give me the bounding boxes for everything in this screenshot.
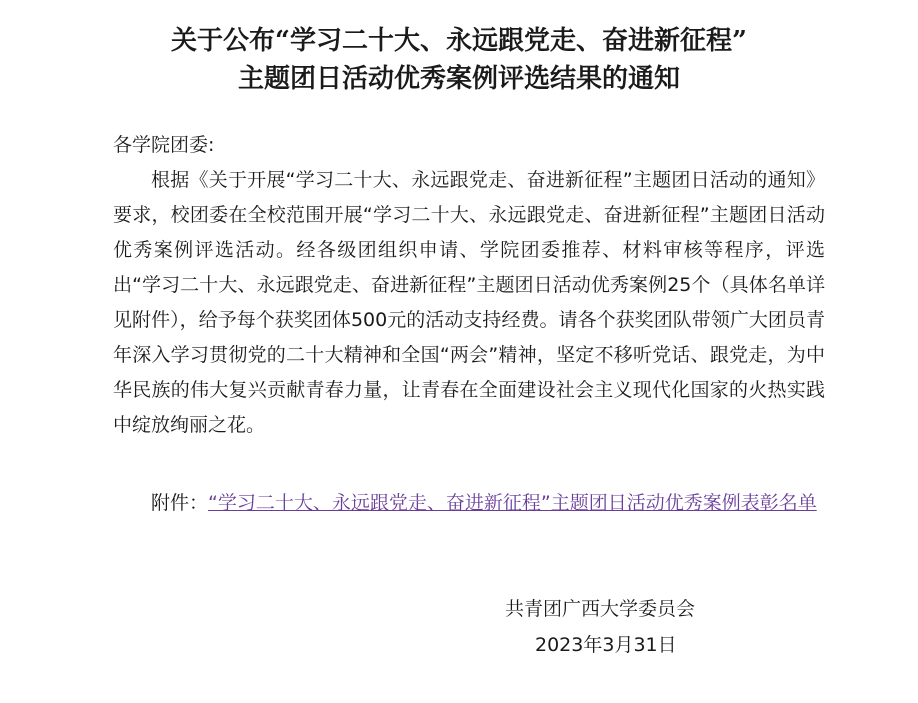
attachment-line [113, 486, 825, 521]
attachment-link[interactable]: “学习二十大、永远跟党走、奋进新征程”主题团日活动优秀案例表彰名单 [208, 492, 817, 514]
notice-title-line-2: 主题团日活动优秀案例评选结果的通知 [237, 64, 680, 94]
notice-title-line-1: 关于公布“学习二十大、永远跟党走、奋进新征程” [171, 26, 747, 56]
signature-date: 2023年3月31日 [535, 634, 677, 656]
salutation: 各学院团委: [113, 134, 215, 156]
body-paragraph: 根据《关于开展“学习二十大、永远跟党走、奋进新征程”主题团日活动的通知》要求，校团委在全校范围开展“学习二十大、永远跟党走、奋进新征程”主题团日活动优秀案例评选活动。经各级团组织申请、学院团委推荐、材料审核等程序，评选出“学习二十大、永远跟党走、奋进新征程”主题团日活动优秀案例25个（具体名单详见附件），给予每个获奖团体500元的活动支持经费。请各个获奖团队带领广大团员青年深入学习贯彻党的二十大精神和全国“两会”精神，坚定不移听党话、跟党走，为中华民族的伟大复兴贡献青春力量，让青春在全面建设社会主义现代化国家的火热实践中绽放绚丽之花。 [113, 169, 825, 436]
attachment-label: 附件： [151, 492, 209, 514]
signature-organization: 共青团广西大学委员会 [505, 598, 696, 620]
